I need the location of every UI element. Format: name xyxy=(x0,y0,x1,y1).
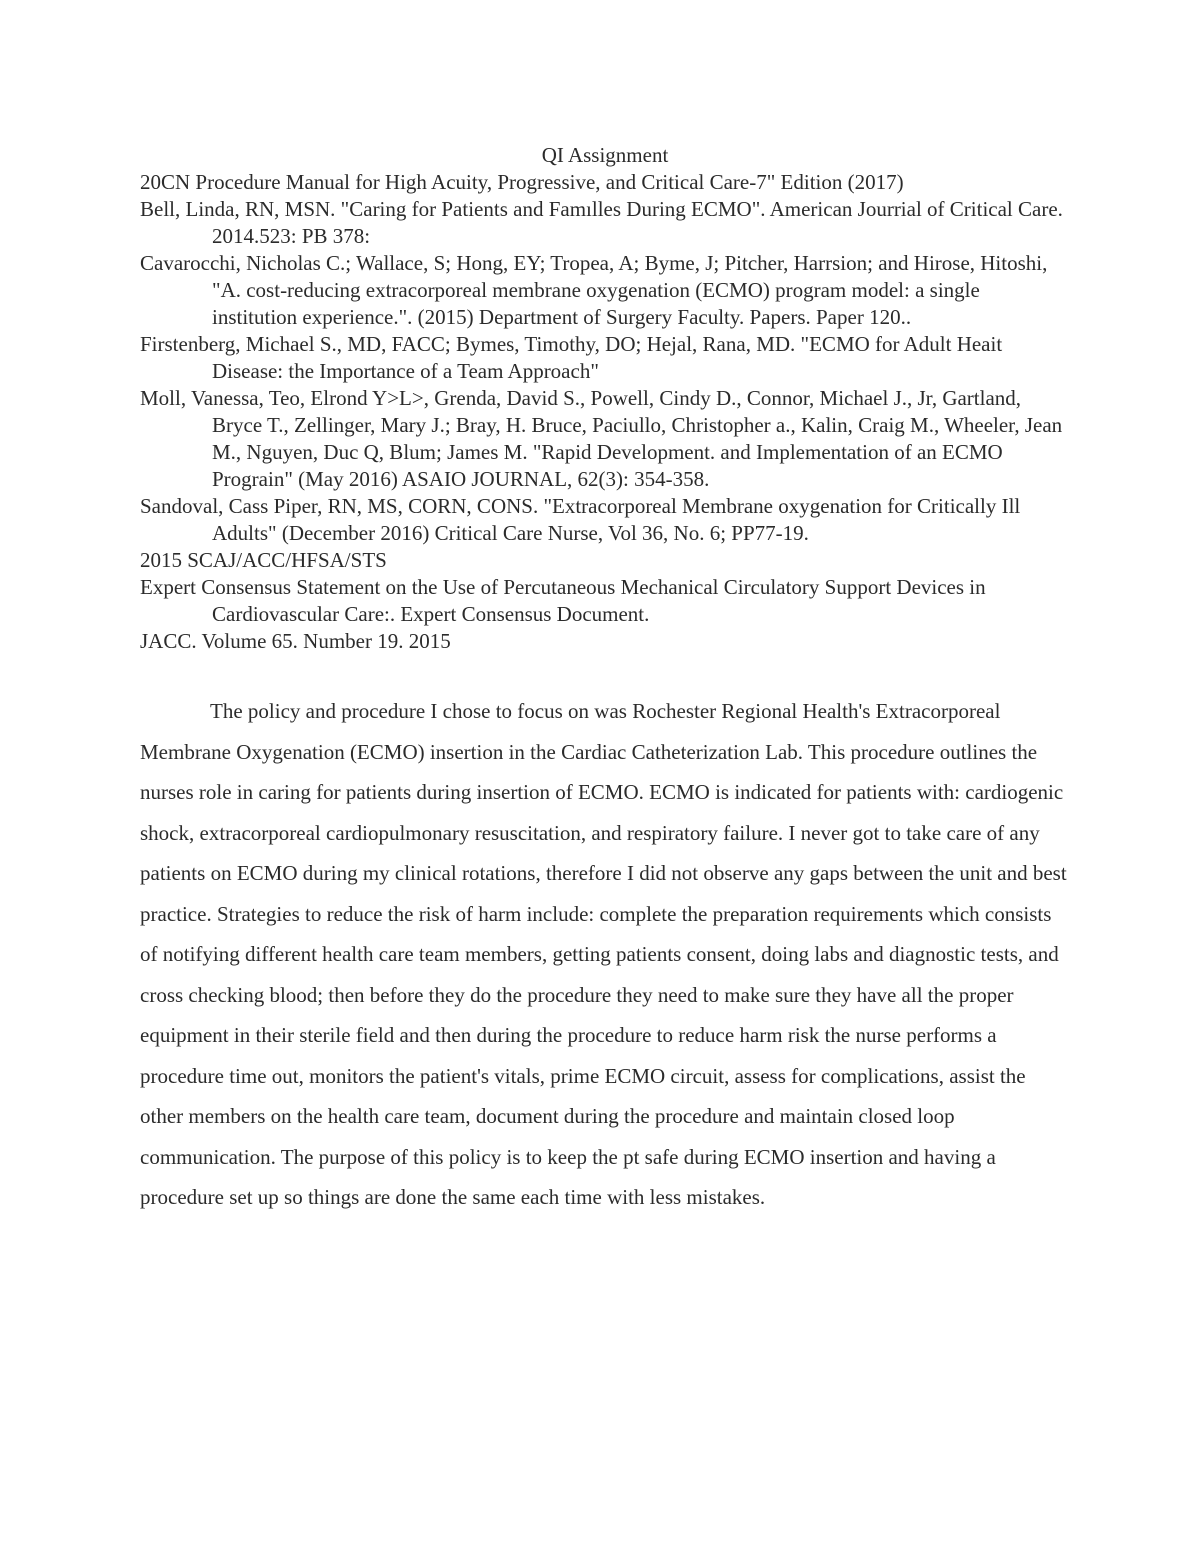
reference-item: JACC. Volume 65. Number 19. 2015 xyxy=(140,629,451,653)
reference-item: Cavarocchi, Nicholas C.; Wallace, S; Hong, EY; Tropea, A; Byme, J; Pitcher, Harrsion; and Hirose, Hitoshi, "A. cost-reducing extracorporeal membrane oxygenation (ECMO) program model: a single institution experience.". (2015) Department of Surgery Faculty. Papers. Paper 120.. xyxy=(140,251,1048,329)
reference-item: Expert Consensus Statement on the Use of Percutaneous Mechanical Circulatory Support Devices in Cardiovascular Care:. Expert Consensus Document. xyxy=(140,575,986,626)
document-page xyxy=(140,142,1070,1218)
reference-item: Firstenberg, Michael S., MD, FACC; Bymes, Timothy, DO; Hejal, Rana, MD. "ECMO for Adult Heait Disease: the Importance of a Team Approach" xyxy=(140,332,1003,383)
body-paragraph: The policy and procedure I chose to focus on was Rochester Regional Health's Extracorporeal Membrane Oxygenation (ECMO) insertion in the Cardiac Catheterization Lab. This procedure outlines the nurses role in caring for patients during insertion of ECMO. ECMO is indicated for patients with: cardiogenic shock, extracorporeal cardiopulmonary resuscitation, and respiratory failure. I never got to take care of any patients on ECMO during my clinical rotations, therefore I did not observe any gaps between the unit and best practice. Strategies to reduce the risk of harm include: complete the preparation requirements which consists of notifying different health care team members, getting patients consent, doing labs and diagnostic tests, and cross checking blood; then before they do the procedure they need to make sure they have all the proper equipment in their sterile field and then during the procedure to reduce harm risk the nurse performs a procedure time out, monitors the patient's vitals, prime ECMO circuit, assess for complications, assist the other members on the health care team, document during the procedure and maintain closed loop communication. The purpose of this policy is to keep the pt safe during ECMO insertion and having a procedure set up so things are done the same each time with less mistakes. xyxy=(140,699,1067,1209)
reference-item: Moll, Vanessa, Teo, Elrond Y>L>, Grenda, David S., Powell, Cindy D., Connor, Michael J., Jr, Gartland, Bryce T., Zellinger, Mary J.; Bray, H. Bruce, Paciullo, Christopher a., Kalin, Craig M., Wheeler, Jean M., Nguyen, Duc Q, Blum; James M. "Rapid Development. and Implementation of an ECMO Prograin" (May 2016) ASAIO JOURNAL, 62(3): 354-358. xyxy=(140,386,1063,491)
reference-item: 2015 SCAJ/ACC/HFSA/STS xyxy=(140,548,387,572)
reference-item: Sandoval, Cass Piper, RN, MS, CORN, CONS. "Extracorporeal Membrane oxygenation for Critically Ill Adults" (December 2016) Critical Care Nurse, Vol 36, No. 6; PP77-19. xyxy=(140,494,1021,545)
reference-list xyxy=(140,169,1070,655)
reference-item: Bell, Linda, RN, MSN. "Caring for Patients and Famılles During ECMO". American Jourrial of Critical Care. 2014.523: PB 378: xyxy=(140,197,1063,248)
reference-item: 20CN Procedure Manual for High Acuity, Progressive, and Critical Care-7" Edition (2017) xyxy=(140,170,904,194)
document-title: QI Assignment xyxy=(541,143,669,167)
